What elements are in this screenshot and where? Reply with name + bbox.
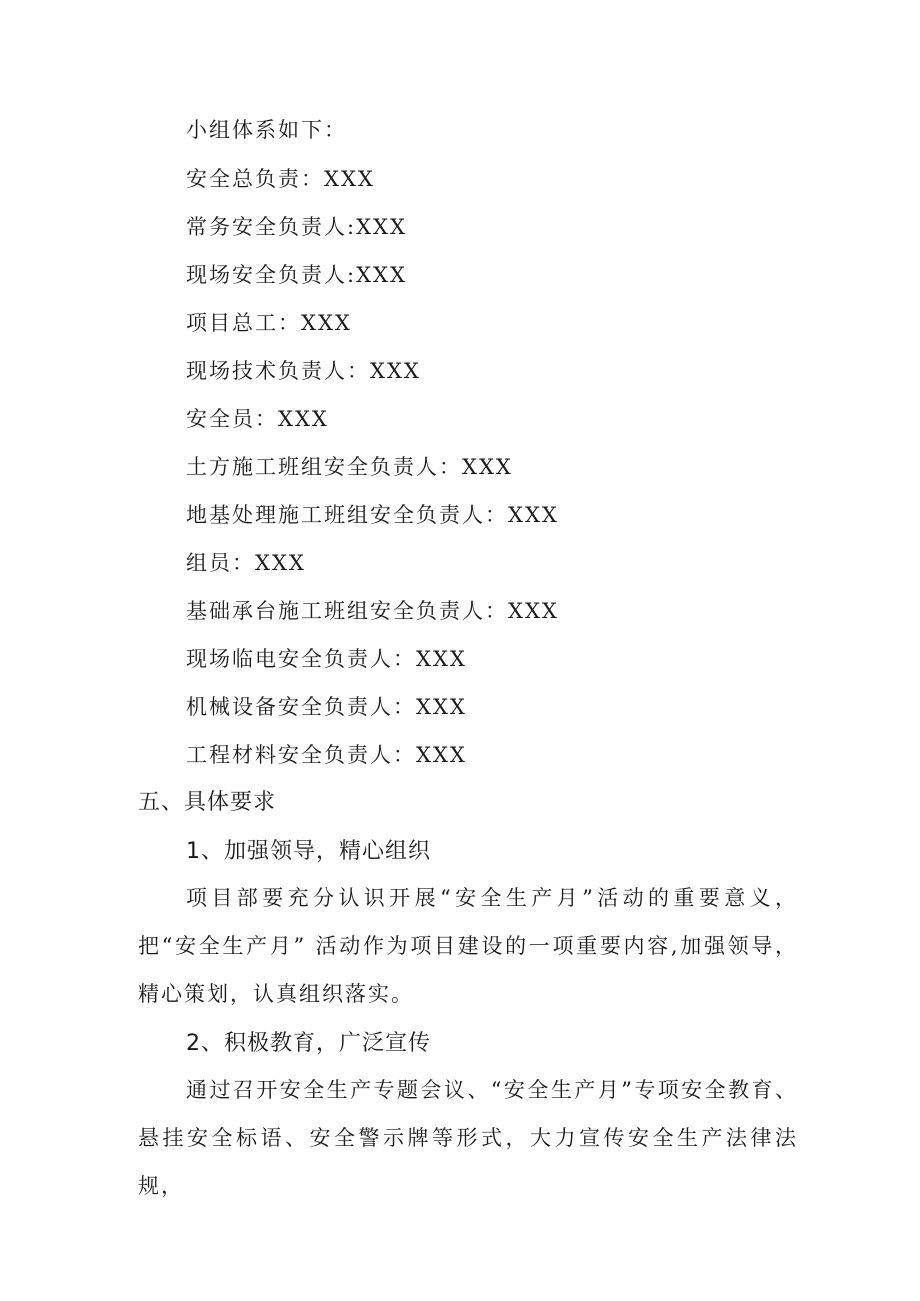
role-line: 现场安全负责人:XXX xyxy=(186,263,407,287)
role-line: 基础承台施工班组安全负责人：XXX xyxy=(186,599,559,623)
team-intro: 小组体系如下： xyxy=(186,118,347,142)
role-line: 地基处理施工班组安全负责人：XXX xyxy=(186,503,559,527)
role-line: 组员：XXX xyxy=(186,551,306,575)
role-line: 现场临电安全负责人：XXX xyxy=(186,647,467,671)
body-paragraph: 通过召开安全生产专题会议、“安全生产月”专项安全教育、悬挂安全标语、安全警示牌等形式，大力宣传安全生产法律法规， xyxy=(138,1078,798,1198)
section-heading: 五、具体要求 xyxy=(138,790,277,815)
role-line: 机械设备安全负责人：XXX xyxy=(186,695,467,719)
role-line: 常务安全负责人:XXX xyxy=(186,215,407,239)
role-line: 土方施工班组安全负责人：XXX xyxy=(186,455,513,479)
role-line: 项目总工：XXX xyxy=(186,311,352,335)
body-paragraph: 项目部要充分认识开展“安全生产月”活动的重要意义，把“安全生产月” 活动作为项目建设的一项重要内容,加强领导，精心策划，认真组织落实。 xyxy=(138,886,798,1006)
role-line: 现场技术负责人：XXX xyxy=(186,359,421,383)
subsection-heading: 1、加强领导，精心组织 xyxy=(186,839,431,864)
role-line: 工程材料安全负责人：XXX xyxy=(186,743,467,767)
role-line: 安全员：XXX xyxy=(186,407,329,431)
role-line: 安全总负责：XXX xyxy=(186,167,375,191)
subsection-heading: 2、积极教育，广泛宣传 xyxy=(186,1031,431,1056)
